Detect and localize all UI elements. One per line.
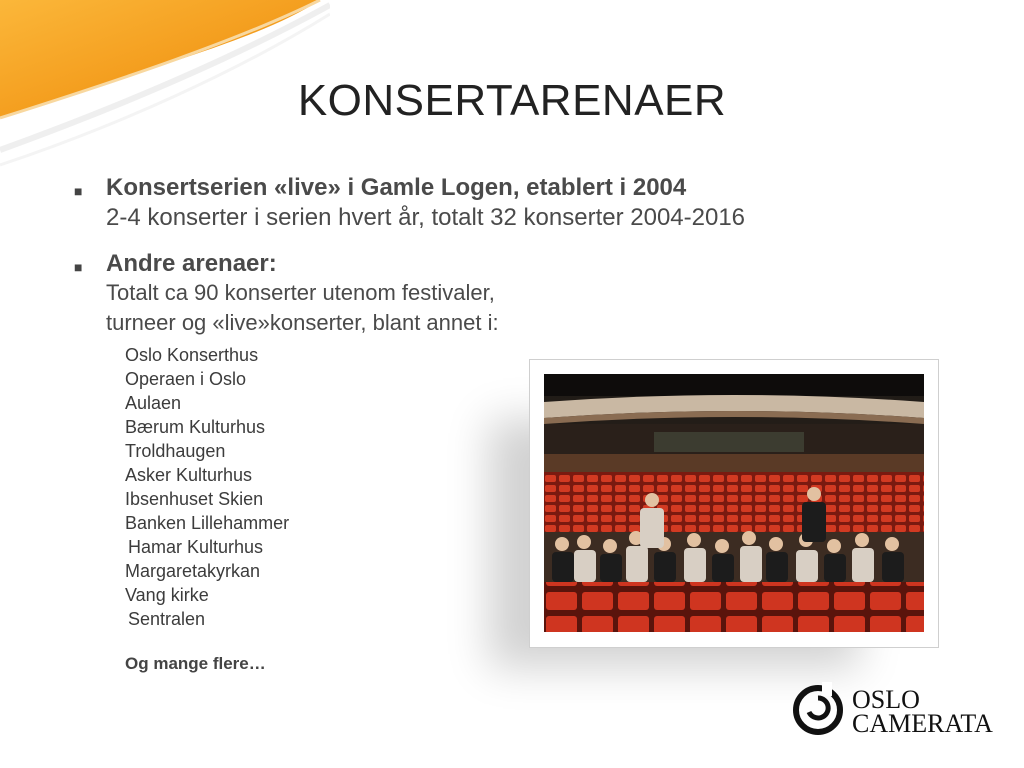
list-item: Aulaen	[125, 393, 182, 413]
list-item: Banken Lillehammer	[125, 513, 290, 533]
list-item: Asker Kulturhus	[125, 465, 253, 485]
list-item: Sentralen	[128, 609, 206, 629]
bullet-1-line: 2-4 konserter i serien hvert år, totalt 32 konserter 2004-2016	[106, 204, 746, 231]
venue-list	[125, 343, 289, 631]
logo-text	[852, 685, 993, 738]
bullet-marker: ■	[74, 259, 83, 275]
concert-hall-photo	[544, 374, 924, 632]
bullet-2-line-1: Totalt ca 90 konserter utenom festivaler,	[106, 280, 495, 305]
page-title: KONSERTARENAER	[297, 76, 727, 125]
bullet-2-line-2: turneer og «live»konserter, blant annet i:	[106, 310, 499, 335]
bullet-1	[106, 174, 745, 234]
bullet-2	[106, 250, 499, 338]
list-item: Margaretakyrkan	[125, 561, 261, 581]
oslo-camerata-logo	[792, 680, 992, 740]
list-item: Vang kirke	[125, 585, 209, 605]
list-item: Operaen i Oslo	[125, 369, 247, 389]
more-venues-note: Og mange flere…	[125, 654, 266, 673]
photo-frame	[529, 359, 939, 648]
logo-swirl-icon	[792, 682, 848, 738]
bullet-1-heading: Konsertserien «live» i Gamle Logen, etablert i 2004	[106, 174, 687, 201]
list-item: Hamar Kulturhus	[128, 537, 264, 557]
logo-line-2: CAMERATA	[852, 709, 993, 738]
list-item: Oslo Konserthus	[125, 345, 259, 365]
logo-line-1: OSLO	[852, 685, 920, 714]
list-item: Troldhaugen	[125, 441, 226, 461]
bullet-marker: ■	[74, 183, 83, 199]
bullet-2-heading: Andre arenaer:	[106, 250, 277, 277]
list-item: Ibsenhuset Skien	[125, 489, 264, 509]
list-item: Bærum Kulturhus	[125, 417, 266, 437]
